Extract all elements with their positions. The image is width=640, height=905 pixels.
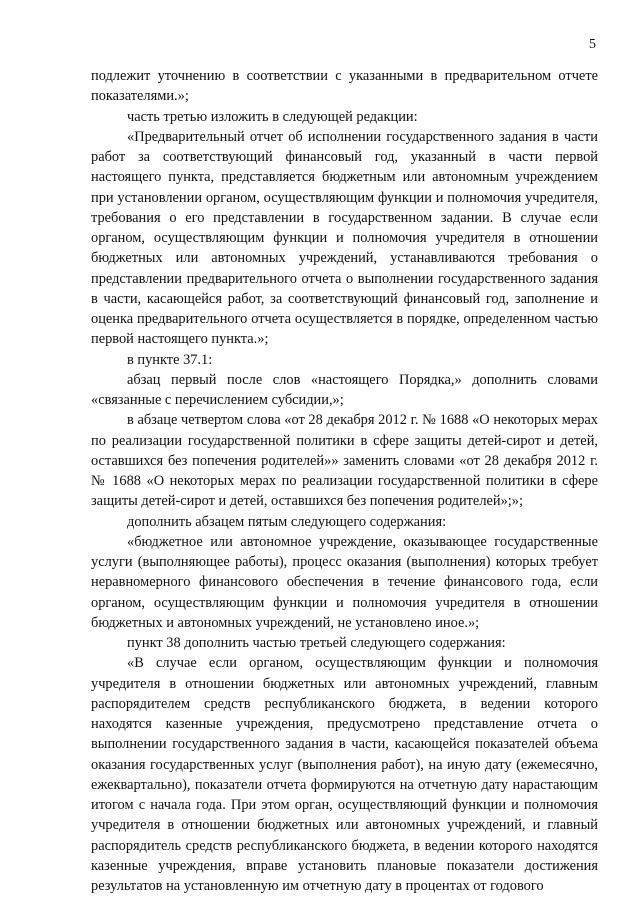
paragraph: часть третью изложить в следующей редакции: bbox=[127, 108, 418, 125]
document-body bbox=[91, 66, 598, 896]
paragraph: «Предварительный отчет об исполнении государственного задания в части работ за соответствующий финансовый год, указанный в части первой настоящего пункта, представляется бюджетным или автономным учреждением при установлении органом, осуществляющим функции и полномочия учредителя, требования о его представлении в государственном задании. В случае если органом, осуществляющим функции и полномочия учредителя в отношении бюджетных или автономных учреждений, устанавливаются требования о представлении предварительного отчета о выполнении государственного задания в части, касающейся работ, за соответствующий финансовый год, заполнение и оценка предварительного отчета осуществляется в порядке, определенном частью первой настоящего пункта.»; bbox=[91, 128, 598, 348]
paragraph: «В случае если органом, осуществляющим функции и полномочия учредителя в отношении бюджетных или автономных учреждений, главным распорядителем средств республиканского бюджета, в ведении которого находятся казенные учреждения, предусмотрено представление отчета о выполнении государственного задания в части, касающейся показателей объема оказания государственных услуг (выполнения работ), на иную дату (ежемесячно, ежеквартально), показатели отчета формируются на отчетную дату нарастающим итогом с начала года. При этом орган, осуществляющий функции и полномочия учредителя в отношении бюджетных или автономных учреждений, и главный распорядитель средств республиканского бюджета, в ведении которого находятся казенные учреждения, вправе установить плановые показатели достижения результатов на установленную им отчетную дату в процентах от годового bbox=[91, 655, 598, 894]
paragraph: пункт 38 дополнить частью третьей следующего содержания: bbox=[127, 635, 506, 651]
page-number: 5 bbox=[589, 37, 596, 52]
paragraph: «бюджетное или автономное учреждение, оказывающее государственные услуги (выполняющее работы), процесс оказания (выполнения) которых требует неравномерного финансового обеспечения в течение финансового года, если органом, осуществляющим функции и полномочия учредителя в отношении бюджетных и автономных учреждений, не установлено иное.»; bbox=[91, 533, 598, 631]
paragraph: абзац первый после слов «настоящего Порядка,» дополнить словами «связанные с перечислением субсидии,»; bbox=[91, 371, 598, 408]
paragraph: в абзаце четвертом слова «от 28 декабря 2012 г. № 1688 «О некоторых мерах по реализации государственной политики в сфере защиты детей-сирот и детей, оставшихся без попечения родителей»» заменить словами «от 28 декабря 2012 г. № 1688 «О некоторых мерах по реализации государственной политики в сфере защиты детей-сирот и детей, оставшихся без попечения родителей»;»; bbox=[91, 412, 598, 510]
paragraph: в пункте 37.1: bbox=[127, 351, 213, 368]
paragraph: дополнить абзацем пятым следующего содержания: bbox=[127, 513, 447, 530]
paragraph: подлежит уточнению в соответствии с указанными в предварительном отчете показателями.»; bbox=[91, 68, 598, 105]
